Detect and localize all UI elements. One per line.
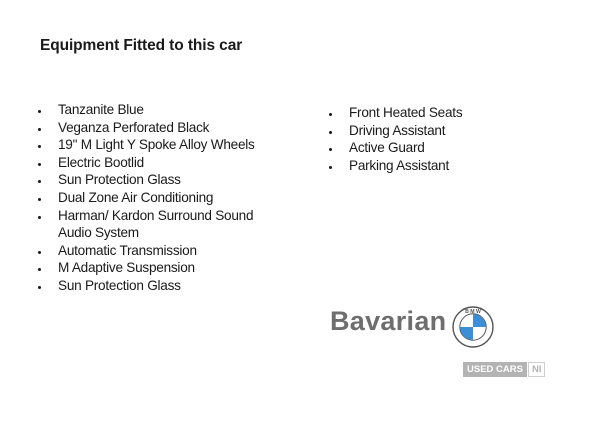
used-cars-badge: [463, 362, 545, 377]
logo-letters: B M W: [465, 308, 481, 315]
equipment-list-right: [327, 104, 567, 174]
equipment-item: Veganza Perforated Black: [36, 119, 286, 137]
equipment-item: Sun Protection Glass: [36, 277, 286, 295]
dealer-name: Bavarian: [330, 306, 447, 336]
equipment-item: Tanzanite Blue: [36, 101, 286, 119]
equipment-list-left: [36, 101, 286, 295]
equipment-item: Parking Assistant: [327, 157, 567, 175]
equipment-item: Electric Bootlid: [36, 154, 286, 172]
equipment-item: 19" M Light Y Spoke Alloy Wheels: [36, 136, 286, 154]
equipment-item: Dual Zone Air Conditioning: [36, 189, 286, 207]
equipment-item: Driving Assistant: [327, 122, 567, 140]
region-label: NI: [528, 362, 546, 377]
page-title: Equipment Fitted to this car: [40, 37, 243, 54]
equipment-item: Active Guard: [327, 139, 567, 157]
equipment-item: Front Heated Seats: [327, 104, 567, 122]
equipment-item: Harman/ Kardon Surround Sound Audio System: [36, 207, 286, 242]
used-cars-label: USED CARS: [463, 362, 527, 377]
equipment-item: M Adaptive Suspension: [36, 259, 286, 277]
equipment-item: Sun Protection Glass: [36, 171, 286, 189]
equipment-item: Automatic Transmission: [36, 242, 286, 260]
bmw-logo-icon: [452, 306, 494, 348]
